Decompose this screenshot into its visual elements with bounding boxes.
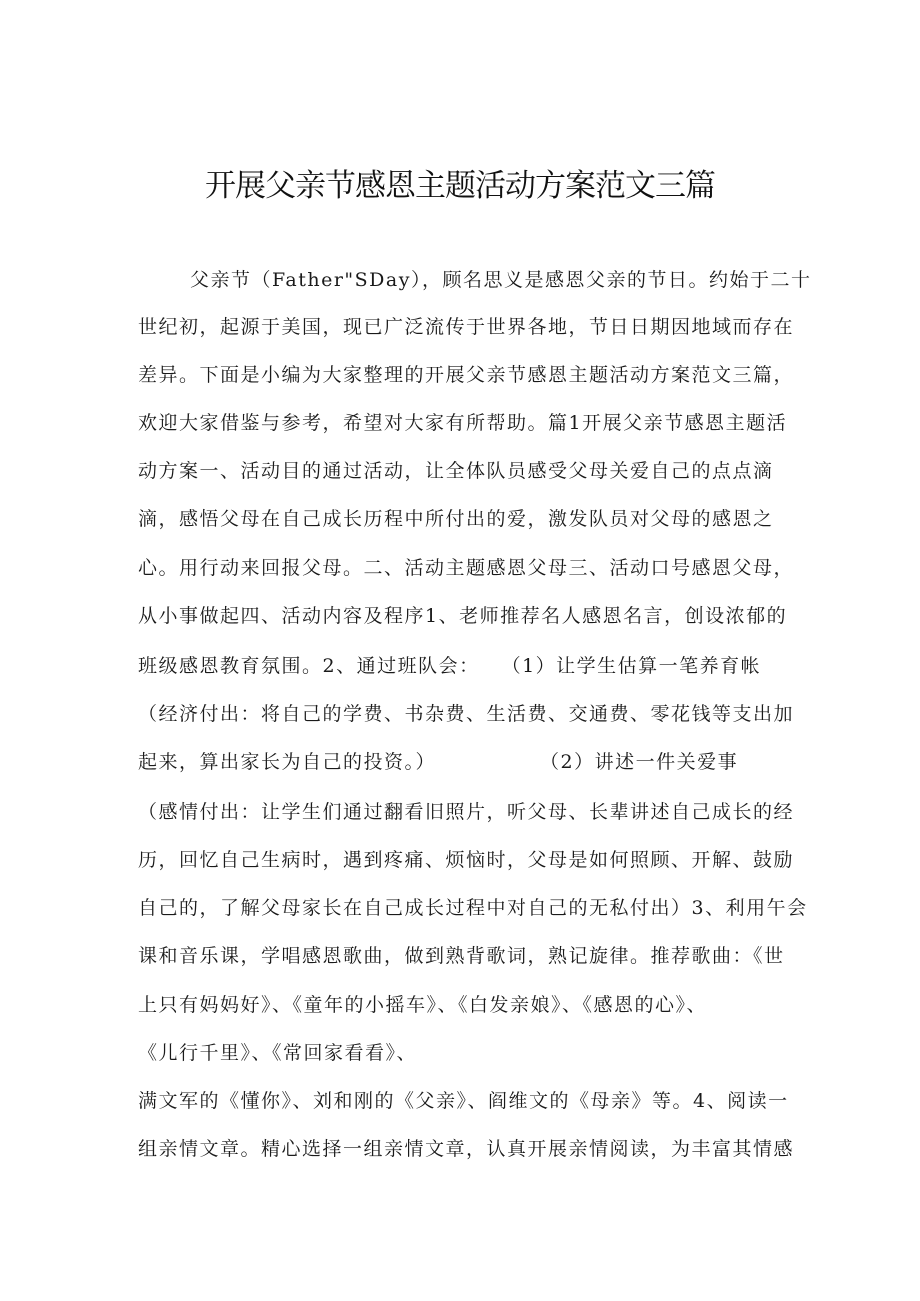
paragraph-line: 父亲节（Father"SDay），顾名思义是感恩父亲的节日。约始于二十 (190, 269, 812, 291)
paragraph-line: 从小事做起四、活动内容及程序1、老师推荐名人感恩名言，创设浓郁的 (138, 605, 788, 627)
paragraph-line: 心。用行动来回报父母。二、活动主题感恩父母三、活动口号感恩父母， (138, 557, 795, 579)
paragraph-line: 《儿行千里》、《常回家看看》、 (138, 1042, 418, 1064)
paragraph-line: 起来，算出家长为自己的投资。） （2）讲述一件关爱事 (138, 751, 739, 773)
paragraph-line: 欢迎大家借鉴与参考，希望对大家有所帮助。篇1开展父亲节感恩主题活 (138, 412, 788, 434)
paragraph-line: 差异。下面是小编为大家整理的开展父亲节感恩主题活动方案范文三篇， (138, 364, 795, 386)
paragraph-line: 上只有妈妈好》、《童年的小摇车》、《白发亲娘》、《感恩的心》、 (138, 994, 708, 1016)
paragraph-line: （经济付出：将自己的学费、书杂费、生活费、交通费、零花钱等支出加 (138, 703, 795, 725)
paragraph-line: 滴，感悟父母在自己成长历程中所付出的爱，激发队员对父母的感恩之 (138, 508, 774, 530)
paragraph-line: 历，回忆自己生病时，遇到疼痛、烦恼时，父母是如何照顾、开解、鼓励 (138, 849, 795, 871)
paragraph-line: （感情付出：让学生们通过翻看旧照片，听父母、长辈讲述自己成长的经 (138, 801, 795, 823)
paragraph-line: 自己的，了解父母家长在自己成长过程中对自己的无私付出）3、利用午会 (138, 897, 808, 919)
paragraph-line: 组亲情文章。精心选择一组亲情文章，认真开展亲情阅读，为丰富其情感 (138, 1138, 795, 1160)
paragraph-line: 动方案一、活动目的通过活动，让全体队员感受父母关爱自己的点点滴 (138, 460, 774, 482)
document-title: 开展父亲节感恩主题活动方案范文三篇 (205, 168, 715, 204)
paragraph-line: 世纪初，起源于美国，现已广泛流传于世界各地，节日日期因地域而存在 (138, 316, 795, 338)
paragraph-line: 班级感恩教育氛围。2、通过班队会： （1）让学生估算一笔养育帐 (138, 655, 762, 677)
paragraph-line: 课和音乐课，学唱感恩歌曲，做到熟背歌词，熟记旋律。推荐歌曲：《世 (138, 945, 785, 967)
paragraph-line: 满文军的《懂你》、刘和刚的《父亲》、阎维文的《母亲》等。4、阅读一 (138, 1090, 789, 1112)
